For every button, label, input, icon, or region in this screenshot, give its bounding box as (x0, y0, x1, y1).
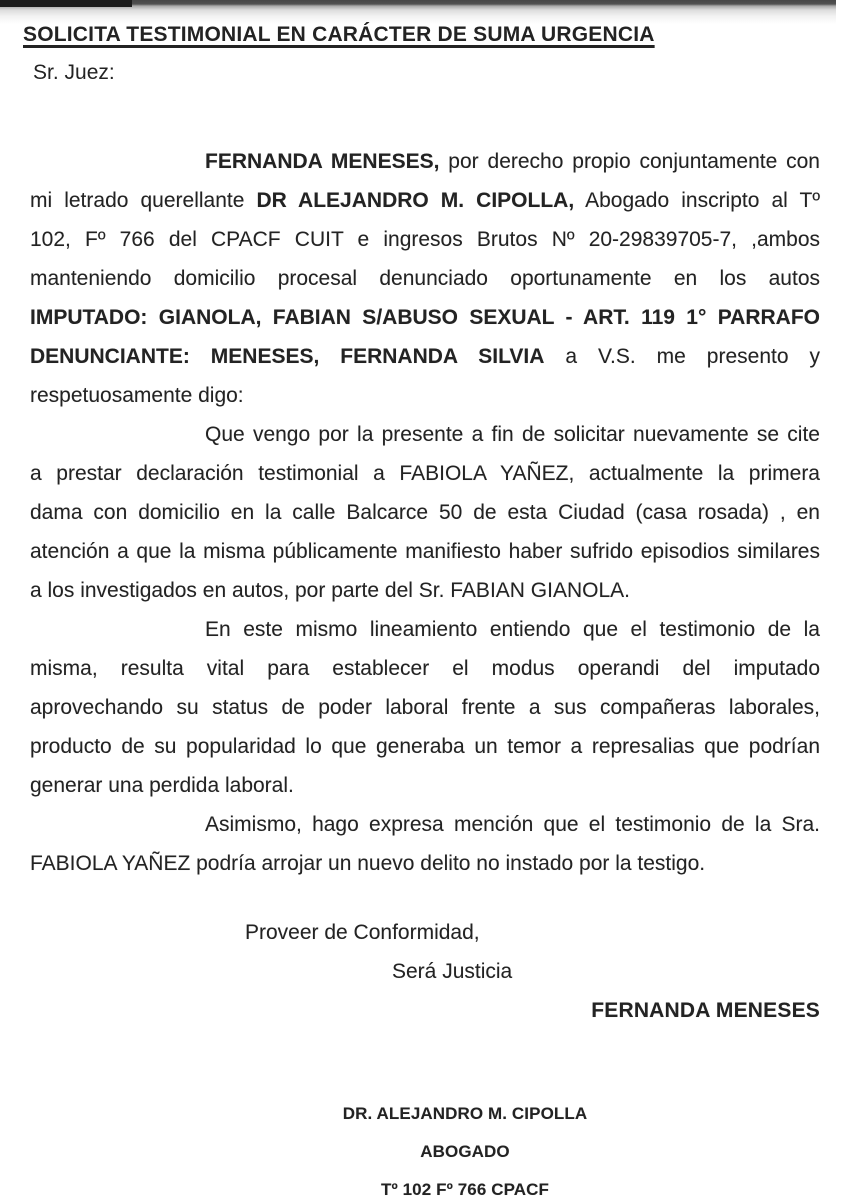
document-body (30, 142, 820, 883)
text-segment: FABIOLA YAÑEZ podría arrojar un nuevo delito no instado por la testigo. (30, 852, 706, 875)
document-line (30, 259, 820, 298)
text-segment: mi letrado querellante (30, 189, 257, 212)
closing-block (30, 913, 820, 1030)
document-line (30, 649, 820, 688)
document-line (30, 142, 820, 181)
footer-block (30, 1095, 820, 1200)
document-line (30, 766, 820, 805)
document-title: SOLICITA TESTIMONIAL EN CARÁCTER DE SUMA URGENCIA (23, 23, 655, 46)
text-segment: atención a que la misma públicamente manifiesto haber sufrido episodios similares (30, 540, 820, 563)
document-line (30, 493, 820, 532)
text-segment: DR ALEJANDRO M. CIPOLLA, (256, 189, 575, 212)
footer-lawyer-name: DR. ALEJANDRO M. CIPOLLA (342, 1104, 588, 1123)
document-line (30, 298, 820, 337)
document-line (30, 844, 820, 883)
text-segment: dama con domicilio en la calle Balcarce 50 de esta Ciudad (casa rosada) , en (30, 501, 820, 524)
document-line (30, 532, 820, 571)
text-segment: 102, Fº 766 del CPACF CUIT e ingresos Brutos Nº 20-29839705-7, ,ambos (30, 228, 820, 251)
salutation: Sr. Juez: (33, 61, 115, 84)
text-segment: manteniendo domicilio procesal denunciado oportunamente en los autos (30, 267, 820, 290)
text-segment: por derecho propio conjuntamente con (439, 150, 820, 173)
document-line (30, 337, 820, 376)
closing-sera-line: Será Justicia (392, 960, 513, 983)
document-line (30, 610, 820, 649)
text-segment: generar una perdida laboral. (30, 774, 294, 797)
text-segment: producto de su popularidad lo que generaba un temor a represalias que podrían (30, 735, 820, 758)
document-line (30, 220, 820, 259)
text-segment: a prestar declaración testimonial a FABIOLA YAÑEZ, actualmente la primera (30, 462, 820, 485)
text-segment: respetuosamente digo: (30, 384, 244, 407)
text-segment: FERNANDA MENESES, (205, 150, 440, 173)
document-line (30, 454, 820, 493)
document-line (30, 415, 820, 454)
text-segment: a V.S. me presento y (544, 345, 820, 368)
document-line (30, 727, 820, 766)
text-segment: aprovechando su status de poder laboral frente a sus compañeras laborales, (30, 696, 820, 719)
text-segment: a los investigados en autos, por parte del Sr. FABIAN GIANOLA. (30, 579, 630, 602)
text-segment: En este mismo lineamiento entiendo que el testimonio de la (205, 618, 820, 641)
closing-proveer-line: Proveer de Conformidad, (245, 921, 480, 944)
text-segment: Asimismo, hago expresa mención que el testimonio de la Sra. (205, 813, 820, 836)
text-segment: misma, resulta vital para establecer el modus operandi del imputado (30, 657, 820, 680)
text-segment: Abogado inscripto al Tº (574, 189, 820, 212)
document-content (0, 23, 844, 1200)
document-line (30, 376, 820, 415)
footer-lawyer-role: ABOGADO (420, 1142, 510, 1161)
paragraph (30, 610, 820, 805)
text-segment: DENUNCIANTE: MENESES, FERNANDA SILVIA (30, 345, 545, 368)
scan-corner-artifact (0, 0, 132, 7)
footer-registration: Tº 102 Fº 766 CPACF (381, 1180, 549, 1199)
signature-name: FERNANDA MENESES (591, 999, 820, 1022)
paragraph (30, 142, 820, 415)
document-line (30, 571, 820, 610)
text-segment: Que vengo por la presente a fin de solicitar nuevamente se cite (205, 423, 820, 446)
document-line (30, 181, 820, 220)
paragraph (30, 415, 820, 610)
document-line (30, 688, 820, 727)
document-line (30, 805, 820, 844)
paragraph (30, 805, 820, 883)
text-segment: IMPUTADO: GIANOLA, FABIAN S/ABUSO SEXUAL - ART. 119 1° PARRAFO (30, 306, 820, 329)
